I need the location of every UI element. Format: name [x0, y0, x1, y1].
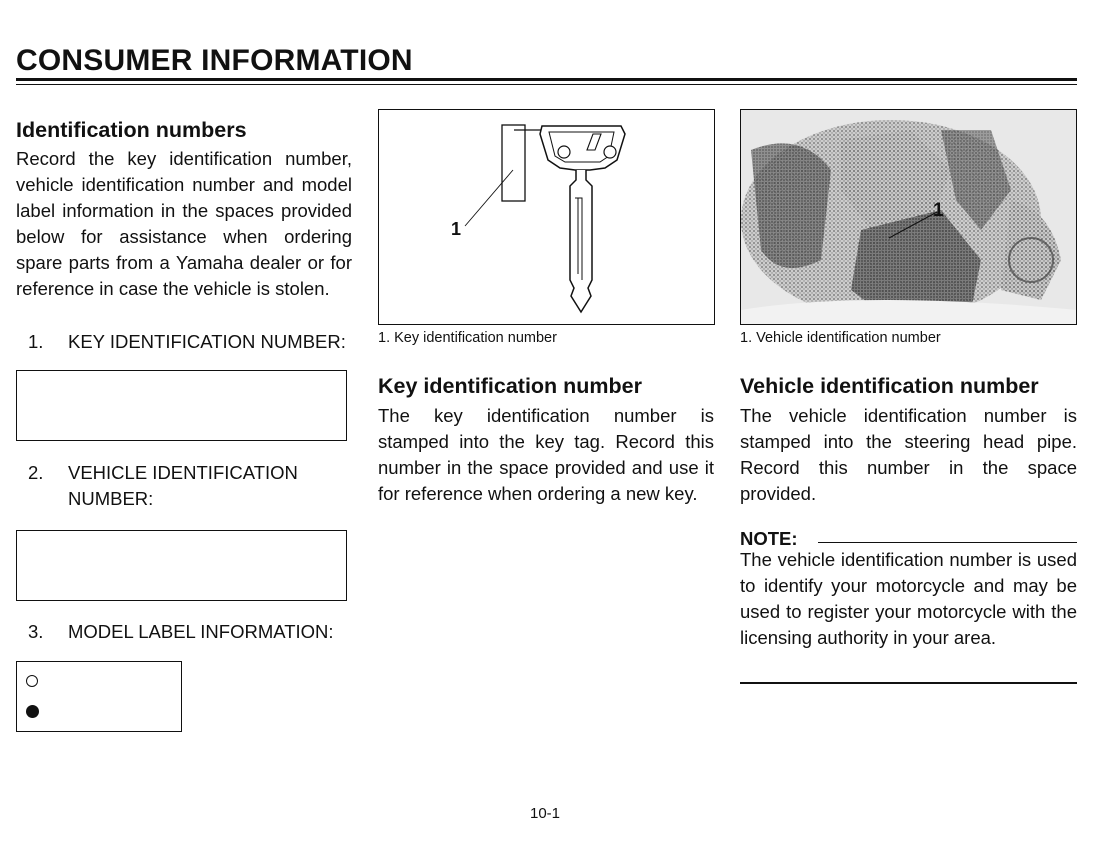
page-number: 10-1 — [529, 805, 561, 822]
list-label-continued: NUMBER: — [68, 488, 154, 509]
key-illustration — [379, 110, 715, 325]
list-number: 3. — [28, 621, 44, 642]
key-section-body: The key identification number is stamped into the key tag. Record this number in the space provided and use it for reference when ordering a new key. — [378, 405, 714, 504]
key-number-entry-box[interactable] — [16, 370, 347, 441]
list-label: VEHICLE IDENTIFICATION — [68, 462, 298, 483]
list-label: KEY IDENTIFICATION NUMBER: — [68, 331, 346, 352]
note-rule — [818, 542, 1077, 543]
key-hole-left — [558, 146, 570, 158]
title-rule — [16, 78, 1077, 81]
list-label: MODEL LABEL INFORMATION: — [68, 621, 334, 642]
vehicle-section-body: The vehicle identification number is stamped into the steering head pipe. Record this number in the space provided. — [740, 405, 1077, 504]
steering-head-photo — [741, 110, 1077, 325]
identification-heading: Identification numbers — [16, 118, 247, 142]
key-tag-shape — [502, 125, 525, 201]
vehicle-photo-caption: 1. Vehicle identification number — [740, 330, 941, 346]
note-label: NOTE: — [740, 528, 798, 549]
title-rule-thin — [16, 84, 1077, 85]
key-blade-shape — [570, 170, 592, 312]
note-end-rule — [740, 682, 1077, 684]
identification-intro: Record the key identification number, vehicle identification number and model label information in the spaces provided below for assistance when ordering spare parts from a Yamaha dealer or for reference in case the vehicle is stolen. — [16, 148, 352, 299]
key-figure-caption: 1. Key identification number — [378, 330, 557, 346]
open-circle-icon — [26, 675, 38, 687]
vehicle-section-heading: Vehicle identification number — [740, 374, 1039, 398]
model-label-entry-box[interactable] — [16, 661, 182, 732]
key-section-heading: Key identification number — [378, 374, 643, 398]
list-number: 2. — [28, 462, 44, 483]
key-hole-right — [604, 146, 616, 158]
key-figure — [378, 109, 715, 325]
list-number: 1. — [28, 331, 44, 352]
vehicle-photo — [740, 109, 1077, 325]
page-title: CONSUMER INFORMATION — [16, 44, 413, 77]
note-body: The vehicle identification number is used to identify your motorcycle and may be used to register your motorcycle with the licensing authority in your area. — [740, 549, 1077, 648]
callout-number: 1 — [451, 219, 462, 239]
filled-circle-icon — [26, 705, 39, 718]
callout-number: 1 — [933, 200, 944, 221]
vehicle-number-entry-box[interactable] — [16, 530, 347, 601]
